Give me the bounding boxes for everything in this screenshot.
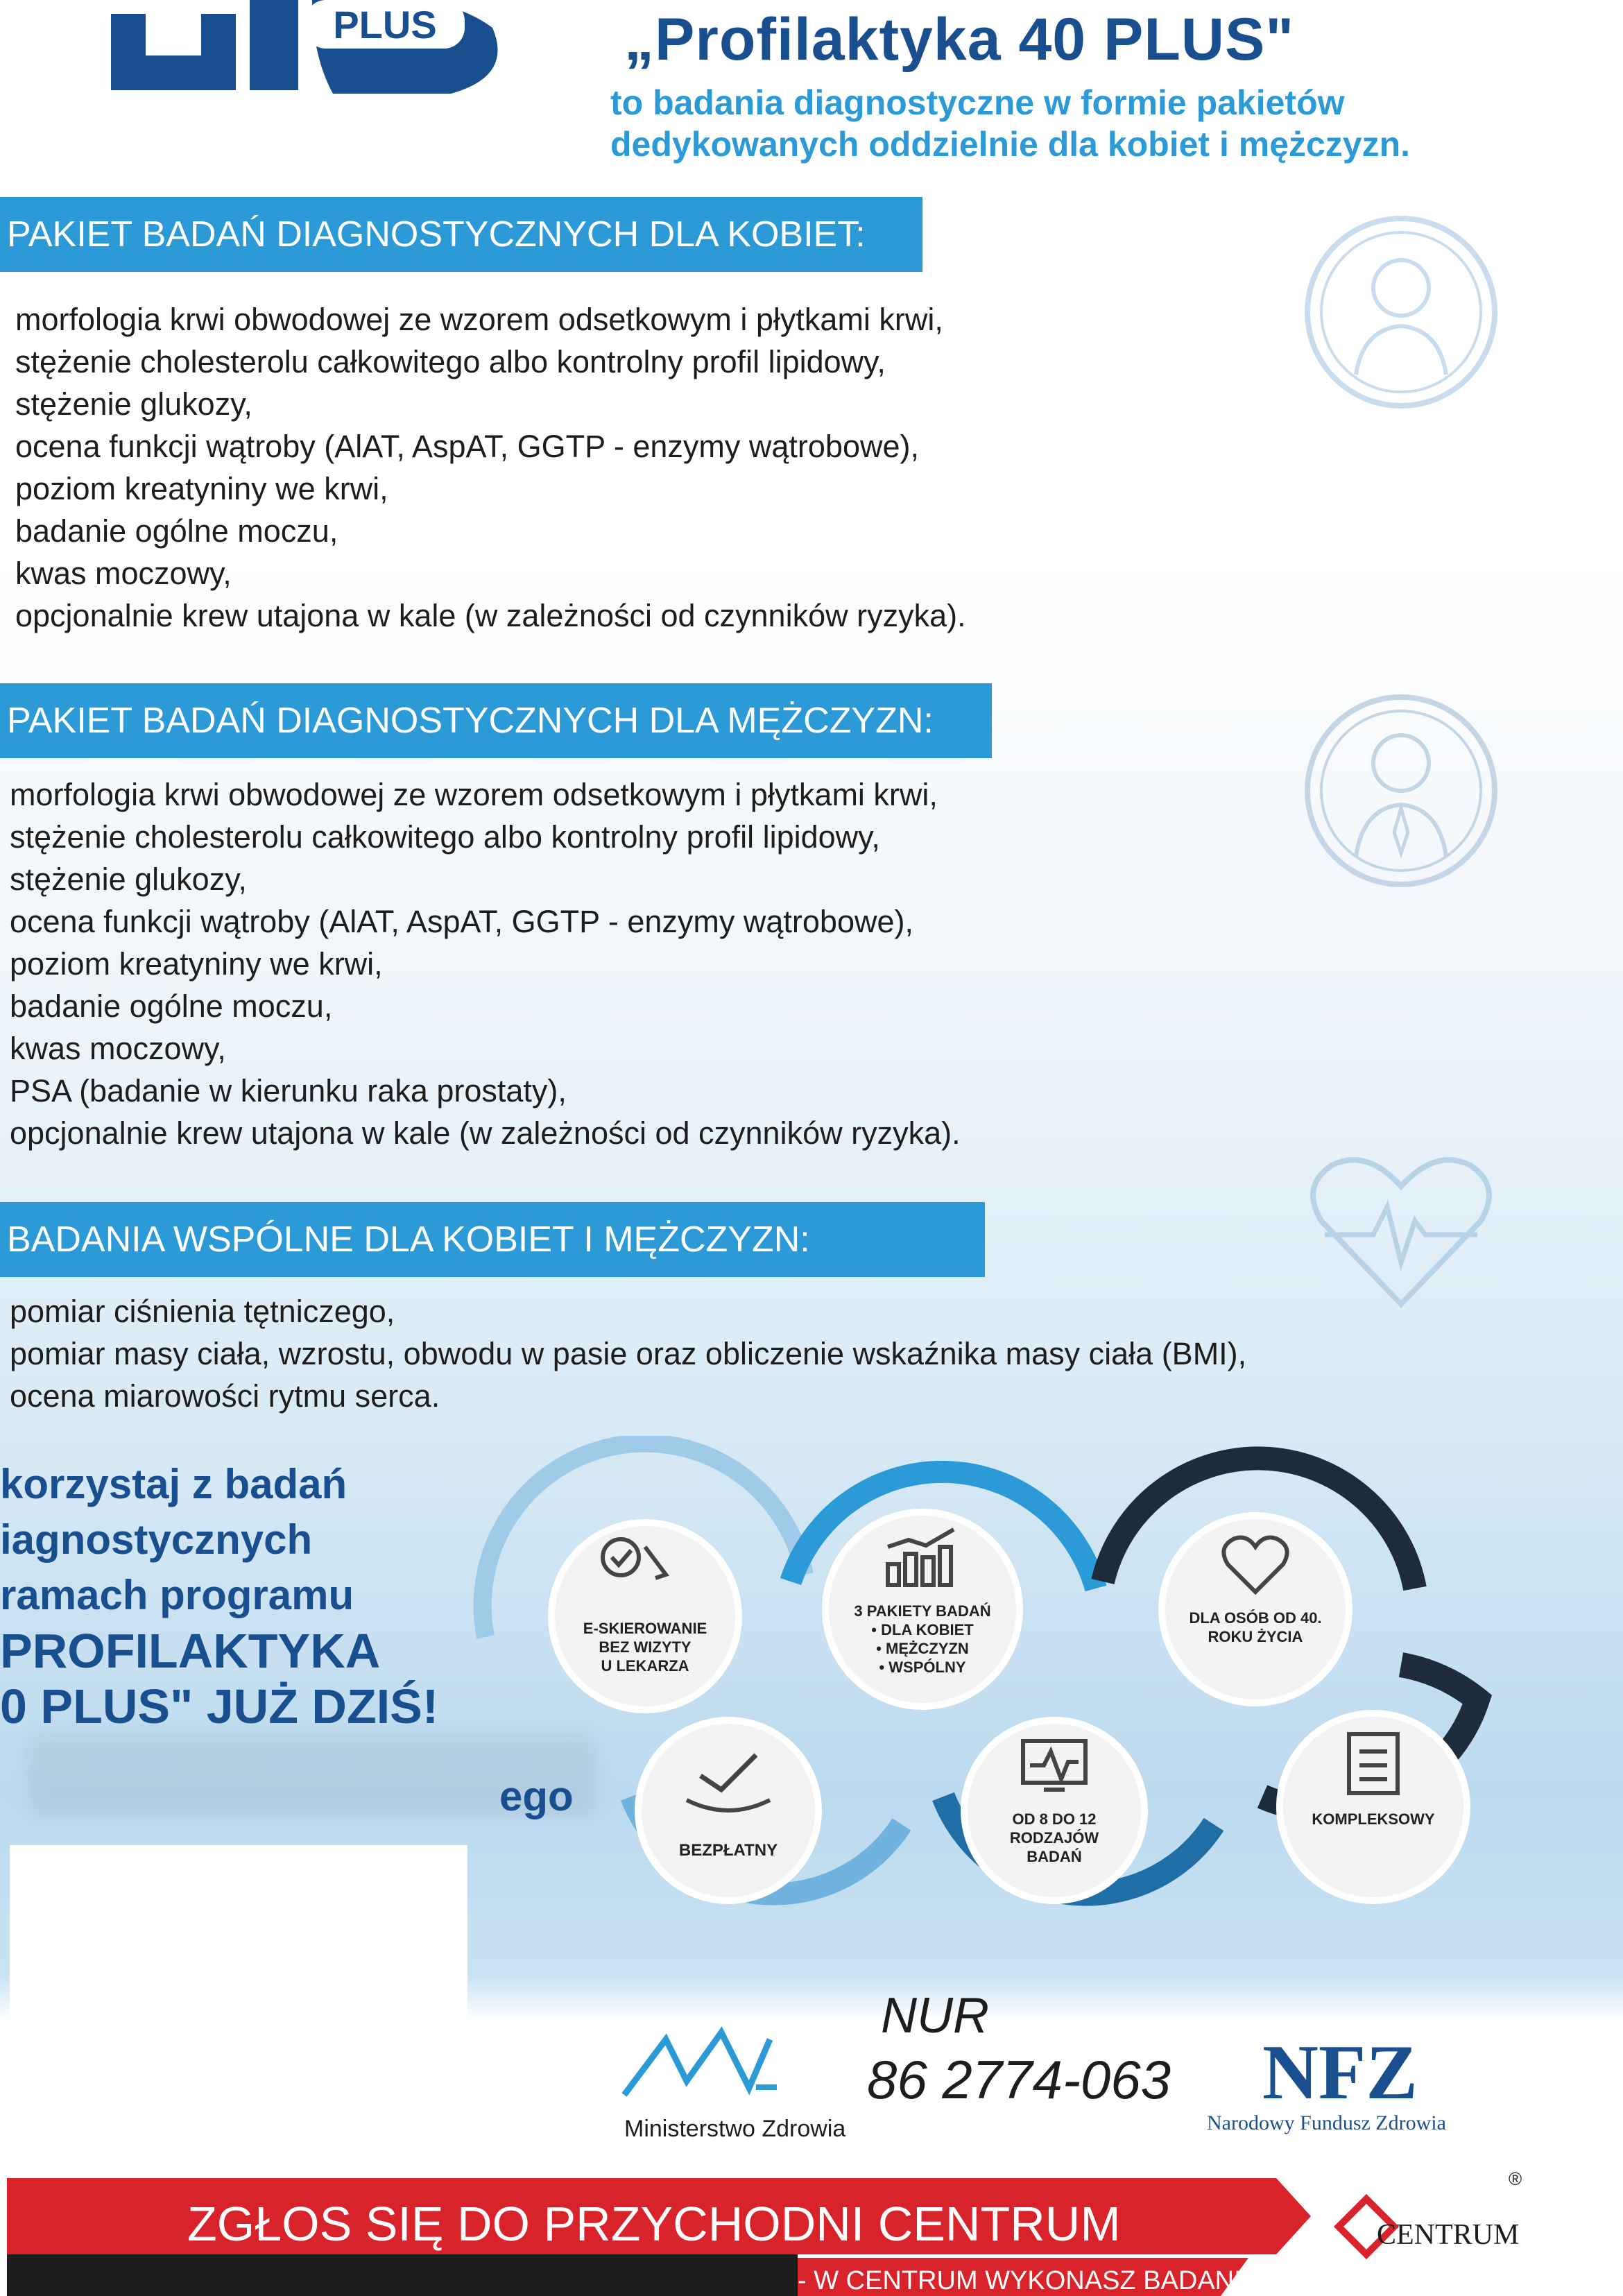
- footer-logos: [617, 1984, 1519, 2192]
- bottom-banner: [0, 2164, 1623, 2296]
- list-item: ocena funkcji wątroby (AlAT, AspAT, GGTP - enzymy wątrobowe),: [10, 904, 913, 939]
- nfz-name: Narodowy Fundusz Zdrowia: [1207, 2111, 1446, 2134]
- cta-line: 0 PLUS" JUŻ DZIŚ!: [0, 1679, 439, 1733]
- svg-text:• DLA KOBIET: • DLA KOBIET: [871, 1621, 974, 1638]
- list-item: stężenie cholesterolu całkowitego albo kontrolny profil lipidowy,: [15, 344, 886, 379]
- feature-age-40: [1162, 1516, 1349, 1703]
- white-patch: [10, 1845, 467, 2088]
- svg-text:E-SKIEROWANIE: E-SKIEROWANIE: [583, 1620, 707, 1637]
- cta-line: PROFILAKTYKA: [0, 1624, 381, 1678]
- cta-block: [0, 1457, 438, 1734]
- svg-text:• WSPÓLNY: • WSPÓLNY: [879, 1659, 966, 1676]
- list-item: pomiar masy ciała, wzrostu, obwodu w pasie oraz obliczenie wskaźnika masy ciała (BMI),: [10, 1336, 1247, 1371]
- list-item: ocena funkcji wątroby (AlAT, AspAT, GGTP - enzymy wątrobowe),: [15, 429, 919, 464]
- svg-text:ROKU ŻYCIA: ROKU ŻYCIA: [1208, 1628, 1303, 1645]
- banner-main-text: ZGŁOS SIĘ DO PRZYCHODNI CENTRUM: [187, 2197, 1121, 2251]
- list-item: opcjonalnie krew utajona w kale (w zależności od czynników ryzyka).: [15, 598, 966, 633]
- list-item: kwas moczowy,: [10, 1031, 226, 1066]
- svg-text:OD 8 DO 12: OD 8 DO 12: [1012, 1810, 1097, 1828]
- svg-text:• MĘŻCZYZN: • MĘŻCZYZN: [876, 1640, 969, 1657]
- list-item: opcjonalnie krew utajona w kale (w zależności od czynników ryzyka).: [10, 1115, 961, 1151]
- section-heading-women: PAKIET BADAŃ DIAGNOSTYCZNYCH DLA KOBIET:: [0, 197, 922, 272]
- subtitle-line: to badania diagnostyczne w formie pakietów: [610, 83, 1345, 122]
- ministry-logo: [624, 2032, 845, 2142]
- feature-free: [638, 1720, 818, 1901]
- heart-ecg-icon: [1297, 1138, 1505, 1318]
- svg-text:KOMPLEKSOWY: KOMPLEKSOWY: [1312, 1810, 1435, 1828]
- svg-text:DLA OSÓB OD 40.: DLA OSÓB OD 40.: [1189, 1609, 1322, 1627]
- men-tests-list: [10, 773, 961, 1154]
- cta-line: iagnostycznych: [0, 1516, 313, 1563]
- cta-line: korzystaj z badań: [0, 1461, 347, 1507]
- logo-plus-text: PLUS: [333, 3, 437, 46]
- centrum-logo: [1339, 2168, 1522, 2254]
- list-item: PSA (badanie w kierunku raka prostaty),: [10, 1073, 567, 1108]
- cta-partial-text: ego: [499, 1773, 574, 1819]
- features-infographic: [458, 1436, 1512, 1956]
- list-item: badanie ogólne moczu,: [15, 513, 338, 549]
- woman-icon: [1297, 208, 1505, 416]
- feature-e-referral: [551, 1523, 739, 1710]
- subtitle-line: dedykowanych oddzielnie dla kobiet i mężczyzn.: [610, 125, 1411, 164]
- section-heading-common: BADANIA WSPÓLNE DLA KOBIET I MĘŻCZYZN:: [0, 1202, 985, 1277]
- svg-text:®: ®: [1509, 2168, 1522, 2189]
- svg-text:BEZ WIZYTY: BEZ WIZYTY: [599, 1638, 692, 1656]
- nfz-logo: [1207, 2030, 1446, 2134]
- list-item: pomiar ciśnienia tętniczego,: [10, 1294, 395, 1329]
- svg-text:BADAŃ: BADAŃ: [1027, 1848, 1082, 1865]
- 40-plus-logo: [104, 0, 520, 104]
- svg-text:RODZAJÓW: RODZAJÓW: [1009, 1829, 1099, 1847]
- svg-text:CENTRUM: CENTRUM: [1377, 2219, 1520, 2251]
- feature-comprehensive: [1280, 1713, 1467, 1901]
- list-item: morfologia krwi obwodowej ze wzorem odsetkowym i płytkami krwi,: [15, 302, 943, 337]
- svg-text:U LEKARZA: U LEKARZA: [601, 1657, 689, 1674]
- svg-text:BEZPŁATNY: BEZPŁATNY: [678, 1841, 778, 1860]
- list-item: stężenie glukozy,: [10, 862, 247, 897]
- svg-text:3 PAKIETY BADAŃ: 3 PAKIETY BADAŃ: [854, 1602, 991, 1620]
- list-item: poziom kreatyniny we krwi,: [15, 471, 388, 506]
- page-subtitle: [610, 82, 1410, 165]
- handwritten-note: [867, 1988, 1171, 2110]
- cta-line: ramach programu: [0, 1572, 354, 1618]
- women-tests-list: [15, 298, 966, 637]
- list-item: stężenie glukozy,: [15, 386, 252, 422]
- feature-test-count: [964, 1720, 1144, 1901]
- common-tests-list: [10, 1290, 1246, 1417]
- list-item: badanie ogólne moczu,: [10, 988, 333, 1024]
- page-title: „Profilaktyka 40 PLUS": [624, 6, 1295, 73]
- list-item: stężenie cholesterolu całkowitego albo kontrolny profil lipidowy,: [10, 819, 880, 855]
- list-item: poziom kreatyniny we krwi,: [10, 946, 383, 982]
- list-item: kwas moczowy,: [15, 556, 232, 591]
- list-item: morfologia krwi obwodowej ze wzorem odsetkowym i płytkami krwi,: [10, 777, 938, 812]
- svg-text:NFZ: NFZ: [1262, 2030, 1418, 2116]
- svg-text:86 2774-063: 86 2774-063: [867, 2049, 1171, 2110]
- feature-three-packages: [825, 1512, 1020, 1706]
- svg-text:NUR: NUR: [881, 1988, 989, 2044]
- banner-sub-text: - W CENTRUM WYKONASZ BADANIE KRWI: [798, 2266, 1335, 2295]
- man-icon: [1297, 687, 1505, 895]
- list-item: ocena miarowości rytmu serca.: [10, 1378, 440, 1414]
- ministry-name: Ministerstwo Zdrowia: [624, 2116, 846, 2142]
- section-heading-men: PAKIET BADAŃ DIAGNOSTYCZNYCH DLA MĘŻCZYZN:: [0, 683, 992, 758]
